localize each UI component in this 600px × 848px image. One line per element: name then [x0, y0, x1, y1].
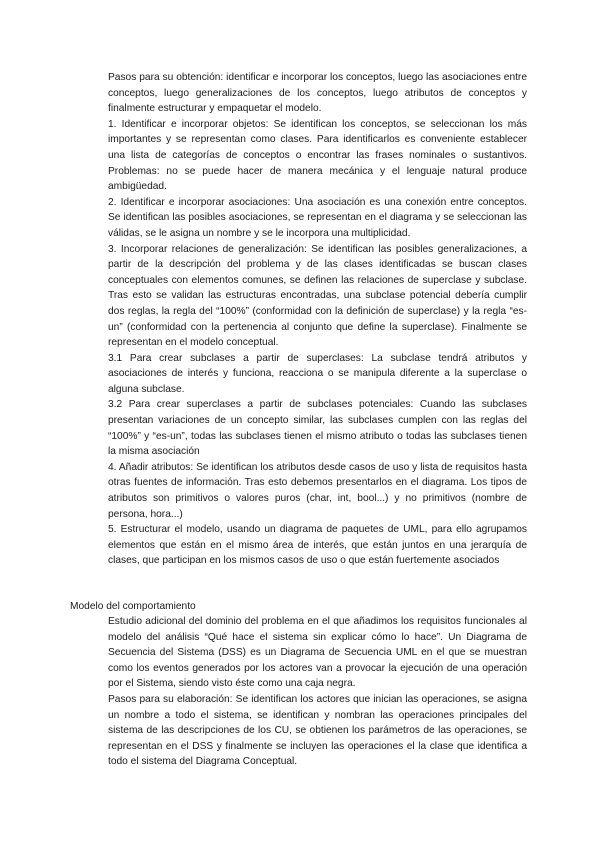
step-5-paragraph: 5. Estructurar el modelo, usando un diagrama de paquetes de UML, para ello agrupamos elementos que están en el mismo área de interés, que están juntos en una jerarquía de clases, que participan en los mismos casos de uso o que están fuertemente asociados	[108, 524, 527, 567]
steps-block	[108, 70, 527, 569]
step-3-1-paragraph: 3.1 Para crear subclases a partir de superclases: La subclase tendrá atributos y asociaciones de interés y funciona, reacciona o se manipula diferente a la superclase o alguna subclase.	[108, 352, 527, 395]
behavior-intro-paragraph: Estudio adicional del dominio del problema en el que añadimos los requisitos funcionales al modelo del análisis “Qué hace el sistema sin explicar cómo lo hace”. Un Diagrama de Secuencia del Sistema (DSS) es un Diagrama de Secuencia UML en el que se muestran como los eventos generados por los actores van a provocar la ejecución de una operación por el Sistema, siendo visto éste como una caja negra.	[108, 616, 527, 690]
behavior-steps-paragraph: Pasos para su elaboración: Se identifican los actores que inician las operaciones, se asigna un nombre a todo el sistema, se identifican y nombran las operaciones principales del sistema de las descripciones de los CU, se obtienen los parámetros de las operaciones, se representan en el DSS y finalmente se incluyen las operaciones el la clase que identifica a todo el sistema del Diagrama Conceptual.	[108, 693, 527, 768]
steps-intro-paragraph: Pasos para su obtención: identificar e incorporar los conceptos, luego las asociaciones entre conceptos, luego generalizaciones de los conceptos, luego atributos de conceptos y finalmente estructurar y empaquetar el modelo.	[108, 72, 527, 115]
step-3-paragraph: 3. Incorporar relaciones de generalización: Se identifican las posibles generalizaciones, a partir de la descripción del problema y de las clases identificadas se buscan clases conceptuales con elementos comunes, se definen las relaciones de superclase y subclase. Tras esto se validan las estructuras encontradas, una subclase potencial debería cumplir dos reglas, la regla del “100%” (conformidad con la definición de superclase) y la regla “es-un” (conformidad con la pertenencia al conjunto que define la superclase). Finalmente se representan en el modelo conceptual.	[108, 243, 527, 349]
section-heading: Modelo del comportamiento	[70, 601, 196, 612]
step-3-2-paragraph: 3.2 Para crear superclases a partir de subclases potenciales: Cuando las subclases presentan variaciones de un concepto similar, las subclases cumplen con las reglas del “100%” y “es-un”, todas las subclases tienen el mismo atributo o todas las subclases tienen la misma asociación	[108, 399, 527, 458]
step-1-paragraph: 1. Identificar e incorporar objetos: Se identifican los conceptos, se seleccionan los más importantes y se representan como clases. Para identificarlos es conveniente establecer una lista de categorías de conceptos o encontrar las frases nominales o sustantivos. Problemas: no se puede hacer de manera mecánica y el lenguaje natural produce ambigüedad.	[108, 118, 527, 193]
step-2-paragraph: 2. Identificar e incorporar asociaciones: Una asociación es una conexión entre conceptos. Se identifican las posibles asociaciones, se representan en el diagrama y se seleccionan las válidas, se le asigna un nombre y se le incorpora una multiplicidad.	[108, 196, 527, 239]
behavior-block	[108, 614, 527, 770]
step-4-paragraph: 4. Añadir atributos: Se identifican los atributos desde casos de uso y lista de requisitos hasta otras fuentes de información. Tras esto debemos presentarlos en el diagrama. Los tipos de atributos son primitivos o valores puros (char, int, bool...) y no primitivos (nombre de persona, hora...)	[108, 461, 527, 520]
